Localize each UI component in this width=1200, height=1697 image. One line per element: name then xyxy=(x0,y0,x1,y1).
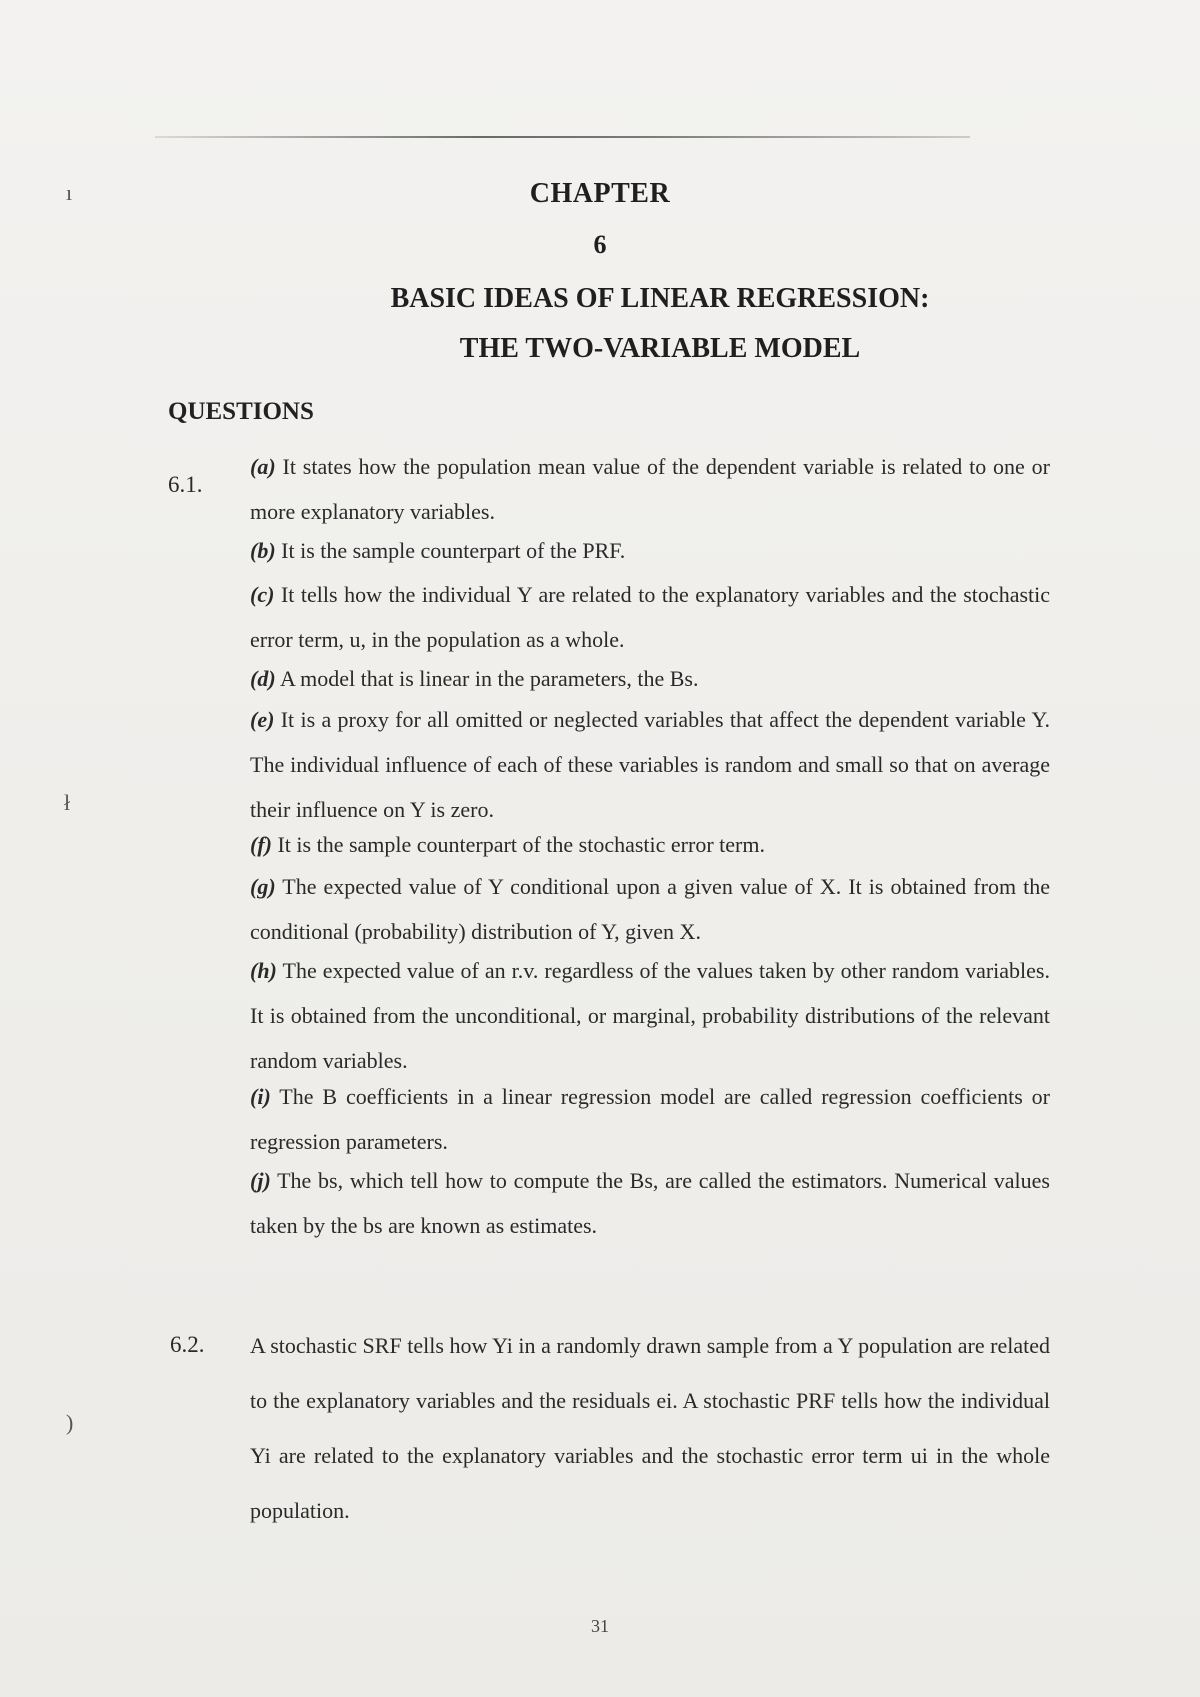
top-rule xyxy=(155,136,970,138)
answer-item-d: (d) A model that is linear in the parameters, the Bs. xyxy=(250,666,699,691)
answer-item-g: (g) The expected value of Y conditional upon a given value of X. It is obtained from the conditional (probability) distribution of Y, given X. xyxy=(250,874,1050,944)
chapter-title-line1: BASIC IDEAS OF LINEAR REGRESSION: xyxy=(390,283,930,314)
question-number: 6.1. xyxy=(168,472,203,497)
answer-item-i: (i) The B coefficients in a linear regression model are called regression coefficients or regression parameters. xyxy=(250,1084,1050,1154)
answer-item-a: (a) It states how the population mean value of the dependent variable is related to one or more explanatory variables. xyxy=(250,454,1051,524)
answer-item-c: (c) It tells how the individual Y are related to the explanatory variables and the stochastic error term, u, in the population as a whole. xyxy=(250,582,1051,652)
answer-item-j: (j) The bs, which tell how to compute the Bs, are called the estimators. Numerical values taken by the bs are known as estimates. xyxy=(250,1168,1050,1238)
answer-item-f: (f) It is the sample counterpart of the stochastic error term. xyxy=(250,832,765,857)
section-heading: QUESTIONS xyxy=(168,398,314,425)
page-number: 31 xyxy=(591,1616,609,1636)
answer-item-e: (e) It is a proxy for all omitted or neglected variables that affect the dependent variable Y. The individual influence of each of these variables is random and small so that on average their influence on Y is zero. xyxy=(250,707,1050,822)
answer-item-h: (h) The expected value of an r.v. regardless of the values taken by other random variables. It is obtained from the unconditional, or marginal, probability distributions of the relevant random variables. xyxy=(250,958,1050,1073)
margin-mark: ł xyxy=(64,790,71,815)
chapter-label: CHAPTER xyxy=(529,178,671,209)
chapter-number: 6 xyxy=(593,230,607,259)
answer-item-b: (b) It is the sample counterpart of the PRF. xyxy=(250,538,626,563)
margin-mark: ı xyxy=(66,180,73,205)
answer-paragraph: A stochastic SRF tells how Yi in a randomly drawn sample from a Y population are related to the explanatory variables and the residuals ei. A stochastic PRF tells how the individual Yi are related to the explanatory variables and the stochastic error term ui in the whole population. xyxy=(250,1333,1050,1523)
chapter-title-line2: THE TWO-VARIABLE MODEL xyxy=(459,333,861,364)
margin-mark: ) xyxy=(66,1410,74,1435)
question-number: 6.2. xyxy=(170,1332,205,1357)
